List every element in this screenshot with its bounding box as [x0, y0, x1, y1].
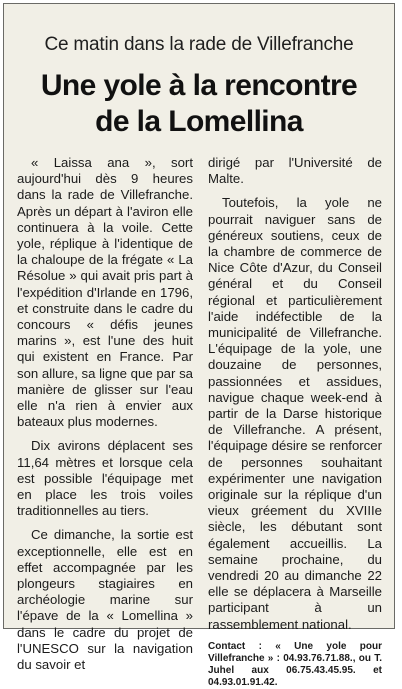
- paragraph-supporters: Toutefois, la yole ne pourrait naviguer sans de généreux soutiens, ceux de la chambre de commerce de Nice Côte d'Azur, du Conseil général et du Conseil régional et particulièrement l'aide indéfectible de la municipalité de Villefranche. L'équipage de la yole, une douzaine de personnes, passionnées et assidues, navigue chaque week-end à partir de la Darse historique de Villefranche. A présent, l'équipage désire se renforcer de personnes souhaitant expérimenter une navigation originale sur la réplique d'un vieux gréement du XVIIIe siècle, les débutant sont également accueillis. La semaine prochaine, du vendredi 20 au dimanche 22 elle se déplacera à Marseille participant à un rassemblement national.: [208, 195, 382, 632]
- headline-line-2: de la Lomellina: [95, 105, 303, 138]
- paragraph-continued: dirigé par l'Université de Malte.: [208, 155, 382, 187]
- paragraph-sunday: Ce dimanche, la sortie est exceptionnelle, elle est en effet accompagnée par les plongeurs stagiaires en archéologie marine sur l'épave de la « Lomellina » dans le cadre du projet de l'UNESCO sur la navigation du savoir et: [17, 527, 193, 673]
- article-column-right: [208, 155, 382, 689]
- paragraph-intro: « Laissa ana », sort aujourd'hui dès 9 heures dans la rade de Villefranche. Après un départ à l'aviron elle continuera à la voile. Cette yole, réplique à l'identique de la chaloupe de la frégate « La Résolue » qui avait pris part à l'expédition d'Irlande en 1796, et construite dans le cadre du concours « défis jeunes marins », est l'une des huit qui existent en France. Par son allure, sa ligne que par sa manière de glisser sur l'eau elle n'a rien à envier aux bateaux plus modernes.: [17, 155, 193, 430]
- newspaper-clipping: [3, 3, 395, 688]
- contact-info: Contact : « Une yole pour Villefranche » : 04.93.76.71.88., ou T. Juhel aux 06.75.43.45.95. et 04.93.01.91.42.: [208, 640, 382, 688]
- article-column-left: [17, 155, 193, 681]
- article-kicker: Ce matin dans la rade de Villefranche: [44, 34, 354, 55]
- headline-line-1: Une yole à la rencontre: [40, 69, 358, 102]
- article-headline: [4, 68, 394, 140]
- paragraph-oars: Dix avirons déplacent ses 11,64 mètres et lorsque cela est possible l'équipage met en place les trois voiles traditionnelles au tiers.: [17, 438, 193, 519]
